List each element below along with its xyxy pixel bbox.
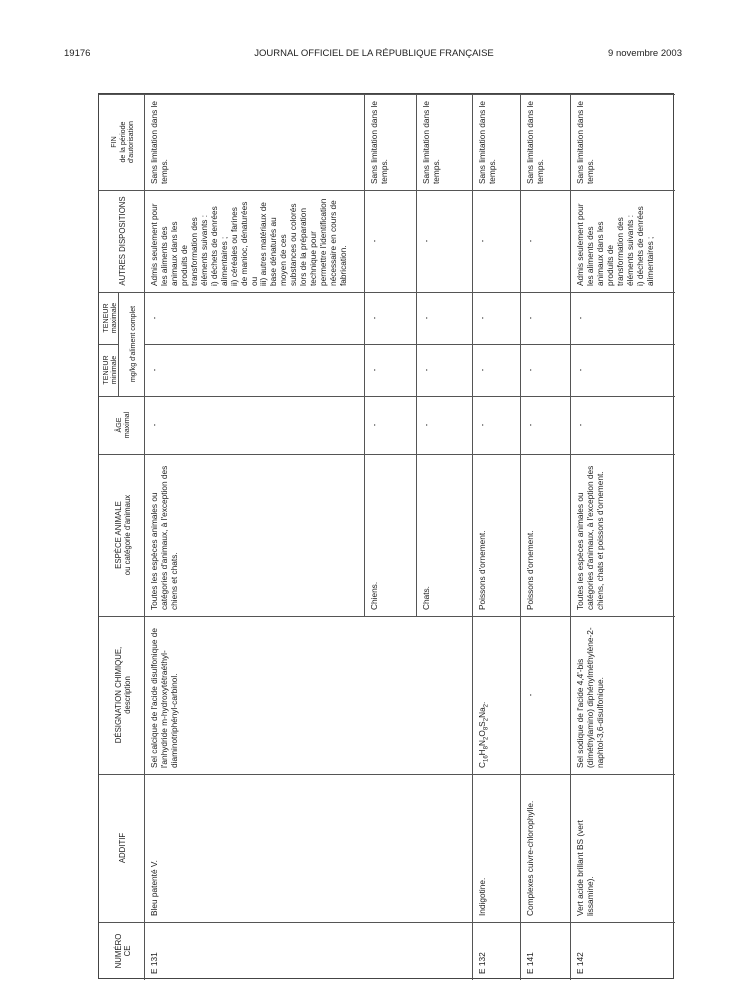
formula-part: 2 <box>483 717 490 722</box>
e141-numero: E 141 <box>521 922 571 980</box>
formula-part: C <box>477 762 487 768</box>
chats-autres: - <box>417 190 473 292</box>
e141-teneur-max: - <box>521 292 571 344</box>
formula-part: Na <box>477 707 487 718</box>
header-autres: AUTRES DISPOSITIONS <box>99 190 145 292</box>
e131-espece-all: Toutes les espèces animales ou catégories d'animaux, à l'exception des chiens et chats. <box>145 454 365 616</box>
chiens-teneur-min: - <box>365 344 417 396</box>
e142-autres <box>571 190 675 292</box>
e142-fin: Sans limitation dans le temps. <box>571 94 675 190</box>
e131-autres-line: iii) autres matériaux de base dénaturés au moyen de ces substances ou colorés lors de la préparation technique pour permettre l'identification nécessaire en cours de fabrication. <box>258 198 349 286</box>
formula-part: 8 <box>483 745 490 750</box>
journal-title: JOURNAL OFFICIEL DE LA RÉPUBLIQUE FRANÇAISE <box>254 48 494 59</box>
e141-additif: Complexes cuivre-chlorophylle. <box>521 774 571 922</box>
chiens-fin: Sans limitation dans le temps. <box>365 94 417 190</box>
e141-fin: Sans limitation dans le temps. <box>521 94 571 190</box>
formula-part: 16 <box>483 755 490 762</box>
additives-table-frame <box>98 93 674 979</box>
e142-autres-line: i) déchets de denrées alimentaires ; <box>634 206 655 286</box>
formula-part: N <box>477 739 487 746</box>
header-age: ÂGE maximal <box>99 396 145 454</box>
e141-autres: - <box>521 190 571 292</box>
e132-espece: Poissons d'ornement. <box>473 454 521 616</box>
chats-teneur-min: - <box>417 344 473 396</box>
formula-part: 2 <box>483 703 490 708</box>
e132-additif: Indigotine. <box>473 774 521 922</box>
e131-teneur-max: - <box>145 292 365 344</box>
chiens-autres: - <box>365 190 417 292</box>
header-additif: ADDITIF <box>99 774 145 922</box>
e131-numero: E 131 <box>145 922 473 980</box>
header-unit: mg/kg d'aliment complet <box>119 292 145 396</box>
e142-espece: Toutes les espèces animales ou catégories d'animaux, à l'exception des chiens, chats et poissons d'ornement. <box>571 454 675 616</box>
e142-numero: E 142 <box>571 922 675 980</box>
e131-autres-line: i) déchets de denrées alimentaires ; <box>208 206 229 286</box>
e132-formula <box>473 616 521 774</box>
e132-fin: Sans limitation dans le temps. <box>473 94 521 190</box>
e131-autres-line: ii) céréales ou farines de manioc, dénaturées ou <box>228 201 259 286</box>
header-espece: ESPÈCE ANIMALE ou catégorie d'animaux <box>99 454 145 616</box>
e132-age: - <box>473 396 521 454</box>
e142-teneur-min: - <box>571 344 675 396</box>
formula-part: . <box>477 701 487 704</box>
e142-teneur-max: - <box>571 292 675 344</box>
header-designation: DÉSIGNATION CHIMIQUE, description <box>99 616 145 774</box>
e131-espece-chiens: Chiens. <box>365 454 417 616</box>
chats-teneur-max: - <box>417 292 473 344</box>
e131-espece-chats: Chats. <box>417 454 473 616</box>
e132-teneur-min: - <box>473 344 521 396</box>
chats-fin: Sans limitation dans le temps. <box>417 94 473 190</box>
chiens-age: - <box>365 396 417 454</box>
formula-part: H <box>477 749 487 756</box>
page-number: 19176 <box>64 48 91 59</box>
e132-teneur-max: - <box>473 292 521 344</box>
chats-age: - <box>417 396 473 454</box>
formula-part: O <box>477 730 487 737</box>
e131-designation: Sel calcique de l'acide disulfonique de l'anhydride m-hydroxytétraéthyl-diaminotriphényl-carbinol. <box>145 616 473 774</box>
header-teneur-min: TENEUR minimale <box>99 344 119 396</box>
e131-autres-line: Admis seulement pour les aliments des animaux dans les produits de transformation des éléments suivants : <box>149 203 209 286</box>
rotated-table-container <box>99 94 675 980</box>
formula-part: 2 <box>483 736 490 740</box>
header-fin: FIN de la période d'autorisation <box>99 94 145 190</box>
e142-designation: Sel sodique de l'acide 4,4'-bis (diméthylamino) diphénylméthylène-2-naphtol-3,6-disulfonique. <box>571 616 675 774</box>
e142-age: - <box>571 396 675 454</box>
e142-additif: Vert acide brillant BS (vert lissamine). <box>571 774 675 922</box>
e132-autres: - <box>473 190 521 292</box>
e131-age: - <box>145 396 365 454</box>
e131-autres <box>145 190 365 292</box>
formula-part: S <box>477 721 487 727</box>
formula-part: 8 <box>483 726 490 731</box>
header-numero: NUMÉRO CE <box>99 922 145 980</box>
e142-autres-line: Admis seulement pour les aliments des animaux dans les produits de transformation des éléments suivants : <box>575 203 635 286</box>
e141-designation: - <box>521 616 571 774</box>
e141-teneur-min: - <box>521 344 571 396</box>
chiens-teneur-max: - <box>365 292 417 344</box>
e132-numero: E 132 <box>473 922 521 980</box>
additives-grid <box>99 94 675 980</box>
e131-fin: Sans limitation dans le temps. <box>145 94 365 190</box>
e131-teneur-min: - <box>145 344 365 396</box>
issue-date: 9 novembre 2003 <box>608 48 682 59</box>
e141-espece: Poissons d'ornement. <box>521 454 571 616</box>
e131-additif: Bleu patenté V. <box>145 774 473 922</box>
header-teneur-max: TENEUR maximale <box>99 292 119 344</box>
e141-age: - <box>521 396 571 454</box>
